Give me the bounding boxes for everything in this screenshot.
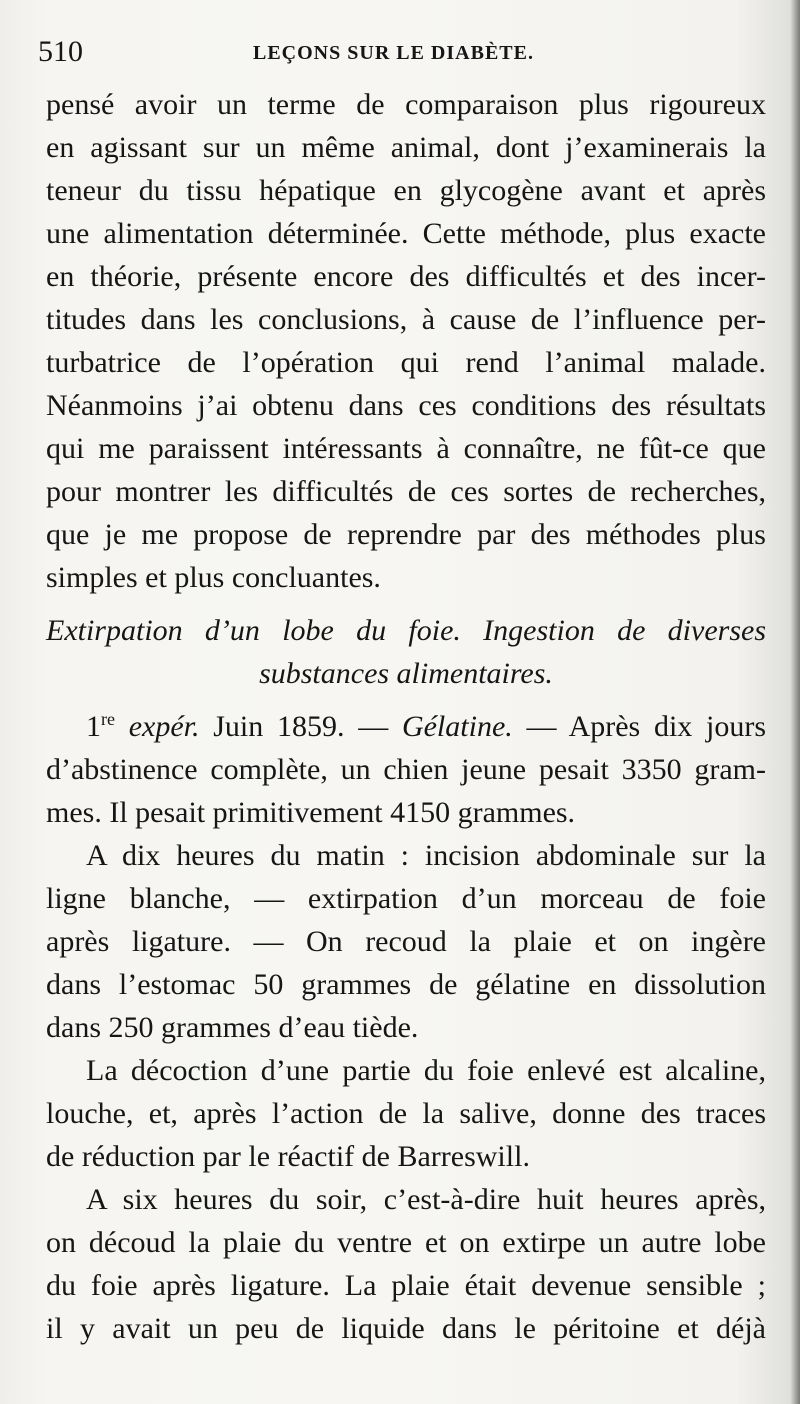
paragraph (46, 1049, 766, 1178)
text-line: dans l’estomac 50 grammes de gélatine en dissolution (46, 968, 766, 1001)
text-line: que je me propose de reprendre par des méthodes plus (46, 518, 766, 551)
heading-line: Extirpation d’un lobe du foie. Ingestion de diverses (46, 614, 766, 647)
text-line: une alimentation déterminée. Cette méthode, plus exacte (46, 217, 766, 250)
experiment-date: Juin 1859. — (213, 710, 389, 743)
text-line: simples et plus concluantes. (46, 561, 381, 594)
page-number: 510 (38, 35, 83, 68)
experiment-line (46, 705, 766, 748)
text-line: en théorie, présente encore des difficultés et des incer- (46, 260, 766, 293)
experiment-number: 1 (86, 710, 101, 743)
section-heading (46, 609, 766, 695)
text-line: mes. Il pesait primitivement 4150 grammes. (46, 796, 576, 829)
text-line: dans 250 grammes d’eau tiède. (46, 1011, 419, 1044)
body-text (46, 83, 766, 1350)
text-line: ligne blanche, — extirpation d’un morceau de foie (46, 882, 766, 915)
text-line: titudes dans les conclusions, à cause de l’influence per- (46, 303, 766, 336)
experiment-rest: — Après dix jours (526, 710, 767, 743)
text-line: d’abstinence complète, un chien jeune pesait 3350 gram- (46, 753, 766, 786)
running-title: LEÇONS SUR LE DIABÈTE. (253, 42, 534, 64)
text-line: après ligature. — On recoud la plaie et on ingère (46, 925, 766, 958)
page-header (38, 34, 768, 70)
text-line: du foie après ligature. La plaie était devenue sensible ; (46, 1269, 766, 1302)
text-line: louche, et, après l’action de la salive, donne des traces (46, 1097, 766, 1130)
text-line: Néanmoins j’ai obtenu dans ces conditions des résultats (46, 389, 766, 422)
text-line: A dix heures du matin : incision abdominale sur la (86, 839, 766, 872)
text-line: turbatrice de l’opération qui rend l’animal malade. (46, 346, 766, 379)
text-line: La décoction d’une partie du foie enlevé est alcaline, (86, 1054, 766, 1087)
text-line: A six heures du soir, c’est-à-dire huit heures après, (86, 1183, 766, 1216)
text-line: pensé avoir un terme de comparaison plus rigoureux (46, 88, 766, 121)
text-line: teneur du tissu hépatique en glycogène avant et après (46, 174, 766, 207)
paragraph (46, 834, 766, 1049)
experiment-label: expér. (128, 710, 200, 743)
text-line: pour montrer les difficultés de ces sortes de recherches, (46, 475, 766, 508)
experiment-number-suffix: re (101, 709, 115, 729)
text-line: il y avait un peu de liquide dans le péritoine et déjà (46, 1312, 766, 1345)
text-line: en agissant sur un même animal, dont j’examinerais la (46, 131, 766, 164)
experiment-substance: Gélatine. (401, 710, 513, 743)
paragraph (46, 83, 766, 599)
paragraph (46, 1178, 766, 1350)
page-edge-shadow (790, 0, 800, 1404)
text-line: on découd la plaie du ventre et on extirpe un autre lobe (46, 1226, 766, 1259)
text-line: de réduction par le réactif de Barreswill. (46, 1140, 530, 1173)
heading-line: substances alimentaires. (259, 657, 553, 690)
paragraph (46, 705, 766, 834)
text-line: qui me paraissent intéressants à connaître, ne fût-ce que (46, 432, 766, 465)
